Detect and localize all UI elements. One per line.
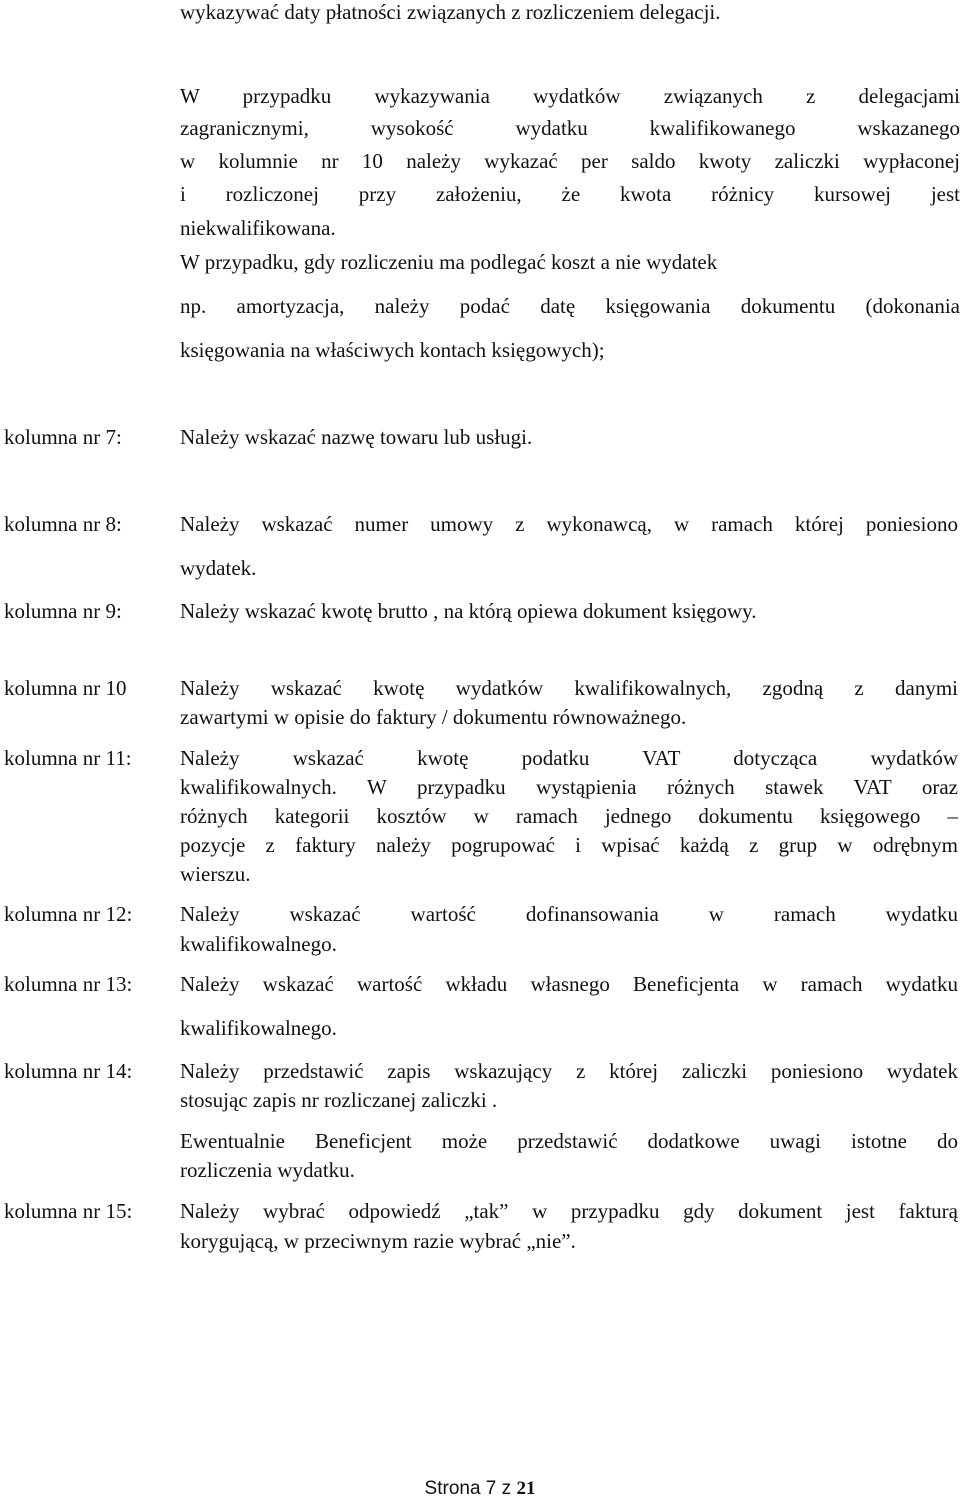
column-label: kolumna nr 9: xyxy=(4,599,122,623)
page-total: 21 xyxy=(516,1478,536,1499)
column-description-line: różnych kategorii kosztów w ramach jednego dokumentu księgowego – xyxy=(180,804,958,828)
intro-para2-line: księgowania na właściwych kontach księgowych); xyxy=(180,338,605,362)
column-description-line: wydatek. xyxy=(180,556,257,580)
column-description-line: Należy wskazać nazwę towaru lub usługi. xyxy=(180,425,533,449)
column-description-line: kwalifikowalnych. W przypadku wystąpienia różnych stawek VAT oraz xyxy=(180,775,958,799)
intro-para1-line: W przypadku wykazywania wydatków związanych z delegacjami xyxy=(180,84,960,108)
column-label: kolumna nr 15: xyxy=(4,1199,133,1223)
column-description-line: Należy wskazać numer umowy z wykonawcą, w ramach której poniesiono xyxy=(180,512,958,536)
column-description-line: stosując zapis nr rozliczanej zaliczki . xyxy=(180,1088,498,1112)
intro-para1-line: niekwalifikowana. xyxy=(180,216,336,240)
column-description-line: kwalifikowalnego. xyxy=(180,932,337,956)
intro-para1-line: i rozliczonej przy założeniu, że kwota różnicy kursowej jest xyxy=(180,182,960,206)
column-label: kolumna nr 13: xyxy=(4,972,133,996)
column-description-line: Należy wskazać wartość dofinansowania w ramach wydatku xyxy=(180,902,958,926)
page-number-prefix: Strona 7 z xyxy=(424,1478,517,1499)
column-description-line: Należy wskazać kwotę podatku VAT dotycząca wydatków xyxy=(180,746,958,770)
intro-para2-line: W przypadku, gdy rozliczeniu ma podlegać koszt a nie wydatek xyxy=(180,250,718,274)
column-description-line: Należy wskazać wartość wkładu własnego Beneficjenta w ramach wydatku xyxy=(180,972,958,996)
column-label: kolumna nr 11: xyxy=(4,746,132,770)
column-description-line: rozliczenia wydatku. xyxy=(180,1158,355,1182)
column-description-line: pozycje z faktury należy pogrupować i wpisać każdą z grup w odrębnym xyxy=(180,833,958,857)
column-description-line: kwalifikowalnego. xyxy=(180,1016,337,1040)
column-description-line: korygującą, w przeciwnym razie wybrać „nie”. xyxy=(180,1229,576,1253)
column-description-line: Należy przedstawić zapis wskazujący z której zaliczki poniesiono wydatek xyxy=(180,1059,958,1083)
page-footer xyxy=(0,1478,960,1500)
column-description-line: zawartymi w opisie do faktury / dokumentu równoważnego. xyxy=(180,705,687,729)
column-label: kolumna nr 14: xyxy=(4,1059,133,1083)
column-label: kolumna nr 12: xyxy=(4,902,133,926)
column-description-line: wierszu. xyxy=(180,862,251,886)
intro-top-line: wykazywać daty płatności związanych z rozliczeniem delegacji. xyxy=(180,0,721,24)
column-description-line: Należy wskazać kwotę brutto , na którą opiewa dokument księgowy. xyxy=(180,599,757,623)
intro-para1-line: zagranicznymi, wysokość wydatku kwalifikowanego wskazanego xyxy=(180,116,960,140)
column-description-line: Należy wybrać odpowiedź „tak” w przypadku gdy dokument jest fakturą xyxy=(180,1199,958,1223)
column-label: kolumna nr 8: xyxy=(4,512,122,536)
column-description-line: Ewentualnie Beneficjent może przedstawić dodatkowe uwagi istotne do xyxy=(180,1129,958,1153)
intro-para2-line: np. amortyzacja, należy podać datę księgowania dokumentu (dokonania xyxy=(180,294,960,318)
column-description-line: Należy wskazać kwotę wydatków kwalifikowalnych, zgodną z danymi xyxy=(180,676,958,700)
column-label: kolumna nr 7: xyxy=(4,425,122,449)
intro-para1-line: w kolumnie nr 10 należy wykazać per saldo kwoty zaliczki wypłaconej xyxy=(180,149,960,173)
column-label: kolumna nr 10 xyxy=(4,676,127,700)
